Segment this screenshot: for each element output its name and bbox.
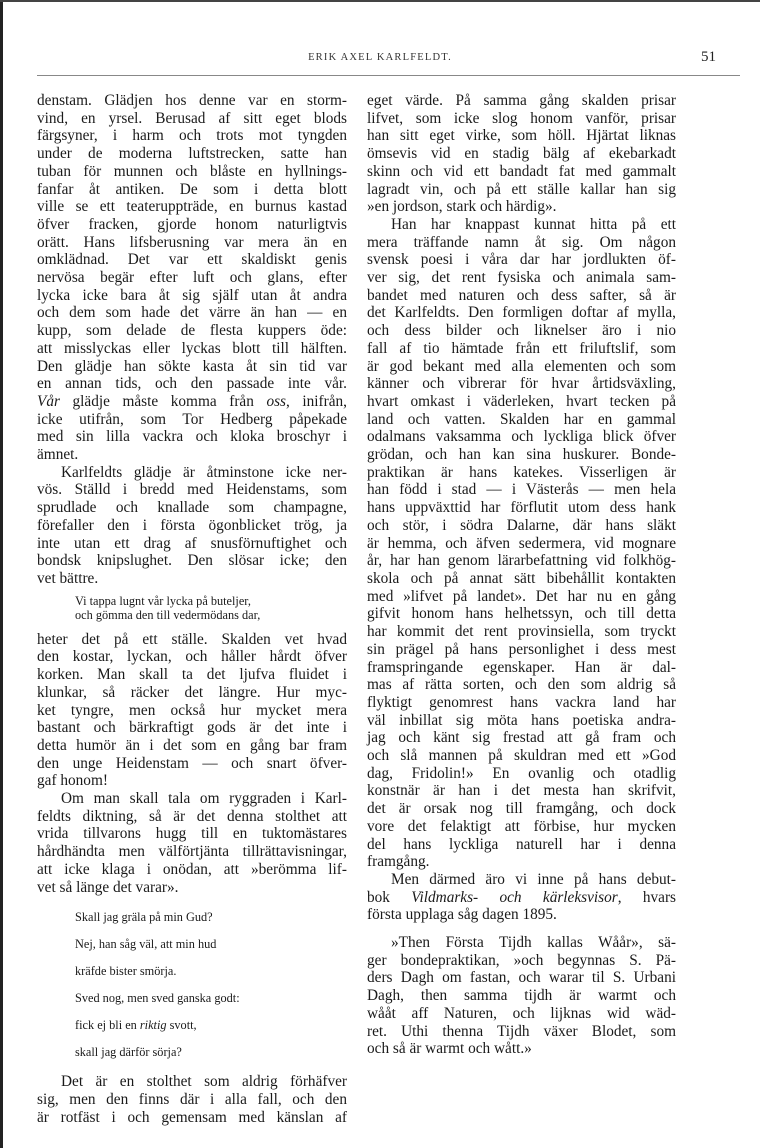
text-line: Karlfeldts glädje är åtminstone icke ner- [61,463,347,481]
text-line: bandet med naturen och dess safter, så är [367,286,676,304]
text-line: ville se ett teateruppträde, en burnus kastad [37,198,347,216]
text-line: Den glädje han sökte kasta åt sin tid var [37,357,347,375]
text-line: första upplaga såg dagen 1895. [367,906,557,924]
text-line: lagradt vin, och på ett ställe kallar han sig [367,180,676,198]
text-line: vrida tillvarons hugg till en tuktomästares [37,825,347,843]
text-line: Om man skall tala om ryggraden i Karl- [61,790,347,808]
text-line: ver sig, det rent fysiska och animala sam- [367,269,676,287]
verse-quote-1 [75,594,347,623]
paragraph-1 [367,92,676,216]
text-line: öfver fracken, gjorde honom naturligtvis [37,215,347,233]
text-line: ger bondepraktikan, »och begynnas S. Pä- [367,951,676,969]
text-line: har kommit det rent provinsiella, som tryckt [367,623,676,641]
text-line: land och vatten. Skalden har en gammal [367,410,676,428]
text-line: svensk poesi i våra dar har jordlukten öf- [367,251,676,269]
running-title: ERIK AXEL KARLFELDT. [308,52,452,63]
paragraph-2 [37,464,347,588]
text-line: bondsk knipslughet. Den slösar icke; den [37,552,347,570]
header-rule [37,75,740,76]
text-line: lycka icke bara åt sig själf utan åt andra [37,286,347,304]
verse-line: skall jag därför sörja? [75,1044,182,1059]
text-line: jag och känt sig frestad att gå fram och [367,729,676,747]
text-span: glädje måste komma från [59,392,267,410]
text-line: fanfar åt antiken. De som i detta blott [37,180,347,198]
text-line: är hemma, och äfven sedermera, vid mognare [367,534,676,552]
text-line: heter det på ett ställe. Skalden vet hvad [37,630,347,648]
text-span: bok [367,888,412,906]
text-line: mas af rätta sorten, och den som aldrig så [367,676,676,694]
text-line: och så är warmt och wått.» [367,1040,532,1058]
text-line: är rotfäst i och gemensam med känslan af [37,1108,347,1126]
scan-edge-top [0,0,760,2]
text-line: att icke klaga i onödan, att »berömma lif- [37,860,347,878]
text-line: gifvit honom hans helhetssyn, och till detta [367,605,676,623]
verse-line: och gömma den till vedermödans dar, [75,608,261,623]
italic-word: oss [266,392,286,410]
page-number: 51 [701,49,716,65]
text-line: förefaller den i första ögonblicket trög, ja [37,516,347,534]
quote-paragraph [367,934,676,1058]
text-line: framgång. [367,853,430,871]
verse-line: kräfde bister smörja. [75,964,177,979]
left-column [37,92,347,1126]
text-line: färgsyner, i harm och trots mot tyngden [37,127,347,145]
paragraph-2 [367,216,676,871]
text-line: inte utan ett drag af snusförnuftighet och [37,534,347,552]
text-line: lifvet, som icke slog honom vanför, prisar [367,109,676,127]
verse-line: Sved nog, men sved ganska godt: [75,990,240,1005]
text-line: hvart omkast i väderleken, hvart tecken på [367,392,676,410]
text-line: skola och på annat sätt bibehållit kontakten [367,569,676,587]
paragraph-5 [37,1073,347,1126]
right-column [367,92,676,1058]
text-line: väl inbillat sig möta hans poetiska andra- [367,711,676,729]
text-line: »en jordson, stark och härdig». [367,198,557,216]
text-line: vet så länge det varar». [37,878,179,896]
italic-word: riktig [139,1017,167,1032]
text-line: känner och vibrerar för hvar årtidsväxling, [367,375,676,393]
verse-line: Vi tappa lugnt vår lycka på buteljer, [75,593,251,608]
text-line: vös. Ställd i bredd med Heidenstams, som [37,481,347,499]
text-line: praktikan är hans katekes. Visserligen är [367,463,676,481]
text-line: under de moderna luftstrecken, satte han [37,145,347,163]
text-line: kupp, som delade de flesta kuppers öde: [37,322,347,340]
text-line: ket tyngre, men också hur mycket mera [37,701,347,719]
text-line: mera träffande namn åt sig. Om någon [367,233,676,251]
text-line: konstnär är han i det mesta han skrifvit, [367,782,676,800]
text-line [37,393,347,411]
text-line: framspringande egenskaper. Han är dal- [367,658,676,676]
verse-line [75,1018,347,1033]
text-line: ömsevis vid en stadig bälg af ekebarkadt [367,145,676,163]
text-line: korken. Man skall ta det ljufva fluidet i [37,666,347,684]
text-line: och slå mannen på skuldran med ett »God [367,747,676,765]
text-line: vind, en yrsel. Berusad af sitt eget blods [37,109,347,127]
text-line: skinn och vid ett bandadt fat med gammalt [367,162,676,180]
text-line: icke utifrån, som Tor Hedberg påpekade [37,410,347,428]
text-line: och stör, i södra Dalarne, där hans släkt [367,516,676,534]
text-span: svott, [166,1017,197,1032]
text-line: en annan tids, och den passade inte vår. [37,375,347,393]
text-line: han född i stad — i Västerås — men hela [367,481,676,499]
scan-edge-left [0,0,3,1148]
text-line: vet bättre. [37,569,99,587]
text-span: fick ej bli en [75,1017,140,1032]
text-line: Det är en stolthet som aldrig förhäfver [61,1073,347,1091]
text-line: Han har knappast kunnat hitta på ett [391,215,676,233]
verse-quote-2 [75,910,347,1059]
text-line: omklädnad. Det var ett skaldiskt genis [37,251,347,269]
text-line: flyktigt genomrest hans vackra land har [367,693,676,711]
book-title: Vildmarks- och kärleksvisor [411,888,618,906]
text-line: och dess bilder och liknelser äro i nio [367,322,676,340]
text-line: det är orsak nog till framgång, och dock [367,800,676,818]
text-line: sprudlade och knallade som champagne, [37,499,347,517]
text-line: fall af tio hämtade från ett friluftslif, som [367,339,676,357]
text-line: den kostar, lyckan, och håller hårdt öfver [37,648,347,666]
italic-word: Vår [37,392,60,410]
text-line: del hans lyckliga naturell har i denna [367,835,676,853]
paragraph-3 [37,631,347,790]
text-line: bastant och bärkraftigt gods är det inte i [37,719,347,737]
text-line: grödan, och han kan sina huskurer. Bonde- [367,446,676,464]
text-line: Men därmed äro vi inne på hans debut- [391,870,676,888]
text-line: odalmans vaksamma och lyckliga blick öfver [367,428,676,446]
text-span: , hvars [617,888,676,906]
text-line: ders Dagh om fastan, och warar til S. Urbani [367,969,676,987]
paragraph-1 [37,92,347,464]
text-line: med sin lilla vackra och kloka broschyr i [37,428,347,446]
text-line: med »lifvet på landet». Det har nu en gång [367,587,676,605]
text-line: gaf honom! [37,772,108,790]
text-line: vore det felaktigt att förbise, hur mycken [367,817,676,835]
text-line: »Then Första Tijdh kallas Wåår», sä- [391,934,676,952]
text-line: nervösa begär efter luft och glans, efter [37,269,347,287]
text-line: den unge Heidenstam — och snart öfver- [37,754,347,772]
text-line: hårdhändta men välförtjänta tillrättavisningar, [37,843,347,861]
paragraph-4 [37,790,347,896]
text-span: , inifrån, [286,392,348,410]
spacer [367,924,676,934]
text-line: sin prägel på hans personlighet i dess mest [367,640,676,658]
text-line: denstam. Glädjen hos denne var en storm- [37,92,347,109]
text-line: det Karlfeldts. Den formligen doftar af mylla, [367,304,676,322]
text-line: hans uppväxttid har förflutit utom dess hank [367,499,676,517]
verse-line: Skall jag gräla på min Gud? [75,910,213,925]
text-line: klunkar, så räcker det längre. Hur myc- [37,683,347,701]
text-line: tuban för munnen och blåste en hyllnings- [37,162,347,180]
text-line: ämnet. [37,446,79,464]
text-line: Dagh, then samma tijdh är warmt och [367,987,676,1005]
text-line: eget värde. På samma gång skalden prisar [367,92,676,109]
text-line: dag, Fridolin!» En ovanlig och otadlig [367,764,676,782]
text-line: ret. Uthi thenna Tijdh växer Blodet, som [367,1022,676,1040]
paragraph-3 [367,871,676,924]
text-line: att misslyckas eller lyckas blott till hälften. [37,339,347,357]
text-line: han sitt eget virke, som höll. Hjärtat liknas [367,127,676,145]
verse-line: Nej, han såg väl, att min hud [75,937,217,952]
text-line [367,889,676,907]
text-line: och dem som hade det värre än han — en [37,304,347,322]
text-line: feldts diktning, så är det denna stolthet att [37,807,347,825]
text-line: år, har han genom lärarbefattning vid folkhög- [367,552,676,570]
text-line: wååt aff Naturen, och lijknas wid wäd- [367,1004,676,1022]
text-line: orätt. Hans lifsberusning var mera än en [37,233,347,251]
text-line: detta humör än i det som en gång bar fram [37,736,347,754]
text-line: sig, men den finns där i alla fall, och den [37,1090,347,1108]
text-line: är god bekant med alla elementen och som [367,357,676,375]
